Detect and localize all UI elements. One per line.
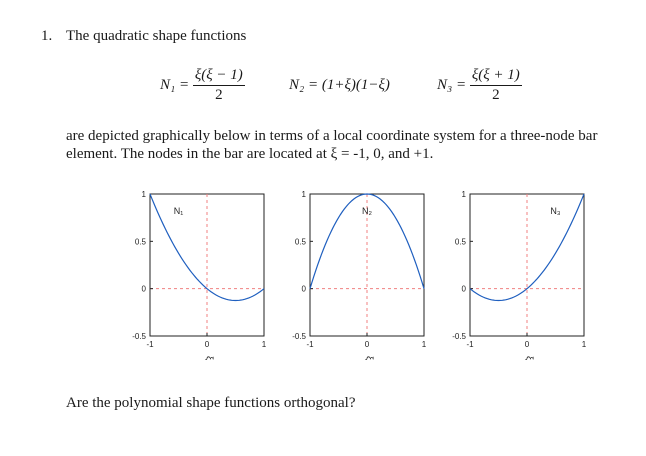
formula-n1-fraction — [193, 67, 245, 104]
y-tick-label: 0 — [141, 284, 146, 294]
formula-n2: N₂ = (1+ξ)(1−ξ) — [289, 77, 390, 93]
formula-n1-numerator: ξ(ξ − 1) — [193, 67, 245, 86]
y-tick-label: 0 — [461, 284, 466, 294]
x-axis-label: ξ — [525, 355, 535, 361]
x-tick-label: 1 — [261, 340, 267, 349]
y-tick-label: 0 — [301, 284, 306, 294]
formula-n3-label: N₃ = — [437, 76, 467, 93]
formula-n1-denominator: 2 — [215, 87, 223, 103]
formula-n3-denominator: 2 — [492, 87, 500, 103]
formula-n3 — [437, 67, 522, 104]
series-label: N₁ — [173, 206, 184, 216]
x-tick-label: -1 — [306, 340, 314, 349]
y-tick-label: 0.5 — [134, 237, 146, 247]
chart-n3 — [436, 182, 596, 377]
x-tick-label: 1 — [421, 340, 427, 349]
description-paragraph: are depicted graphically below in terms of a local coordinate system for a three-node bar element. The nodes in the bar are located at ξ = -1, 0, and +1. — [66, 128, 598, 162]
final-question: Are the polynomial shape functions orthogonal? — [66, 395, 356, 411]
question-intro: The quadratic shape functions — [66, 28, 247, 44]
formula-n1 — [160, 67, 245, 104]
y-tick-label: 0.5 — [454, 237, 466, 247]
x-tick-label: 0 — [524, 340, 530, 349]
x-axis-label: ξ — [365, 355, 375, 361]
chart-n2-svg — [276, 182, 436, 372]
x-tick-label: -1 — [146, 340, 154, 349]
chart-n3-svg — [436, 182, 596, 372]
x-tick-label: 1 — [581, 340, 587, 349]
x-tick-label: -1 — [466, 340, 474, 349]
y-tick-label: 1 — [461, 190, 466, 199]
y-tick-label: -0.5 — [292, 332, 306, 341]
series-label: N₃ — [550, 206, 561, 216]
y-tick-label: 0.5 — [294, 237, 306, 247]
chart-n1-svg — [116, 182, 276, 372]
x-axis-label: ξ — [205, 355, 215, 361]
series-label: N₂ — [362, 206, 372, 216]
formula-n3-numerator: ξ(ξ + 1) — [470, 67, 522, 86]
y-tick-label: 1 — [141, 190, 146, 199]
chart-n1 — [116, 182, 276, 377]
y-tick-label: -0.5 — [452, 332, 466, 341]
chart-n2 — [276, 182, 436, 377]
y-tick-label: -0.5 — [132, 332, 146, 341]
formula-n1-label: N₁ = — [160, 76, 190, 93]
formula-n3-fraction — [470, 67, 522, 104]
y-tick-label: 1 — [301, 190, 306, 199]
x-tick-label: 0 — [204, 340, 210, 349]
x-tick-label: 0 — [364, 340, 370, 349]
question-number: 1. — [41, 28, 53, 44]
